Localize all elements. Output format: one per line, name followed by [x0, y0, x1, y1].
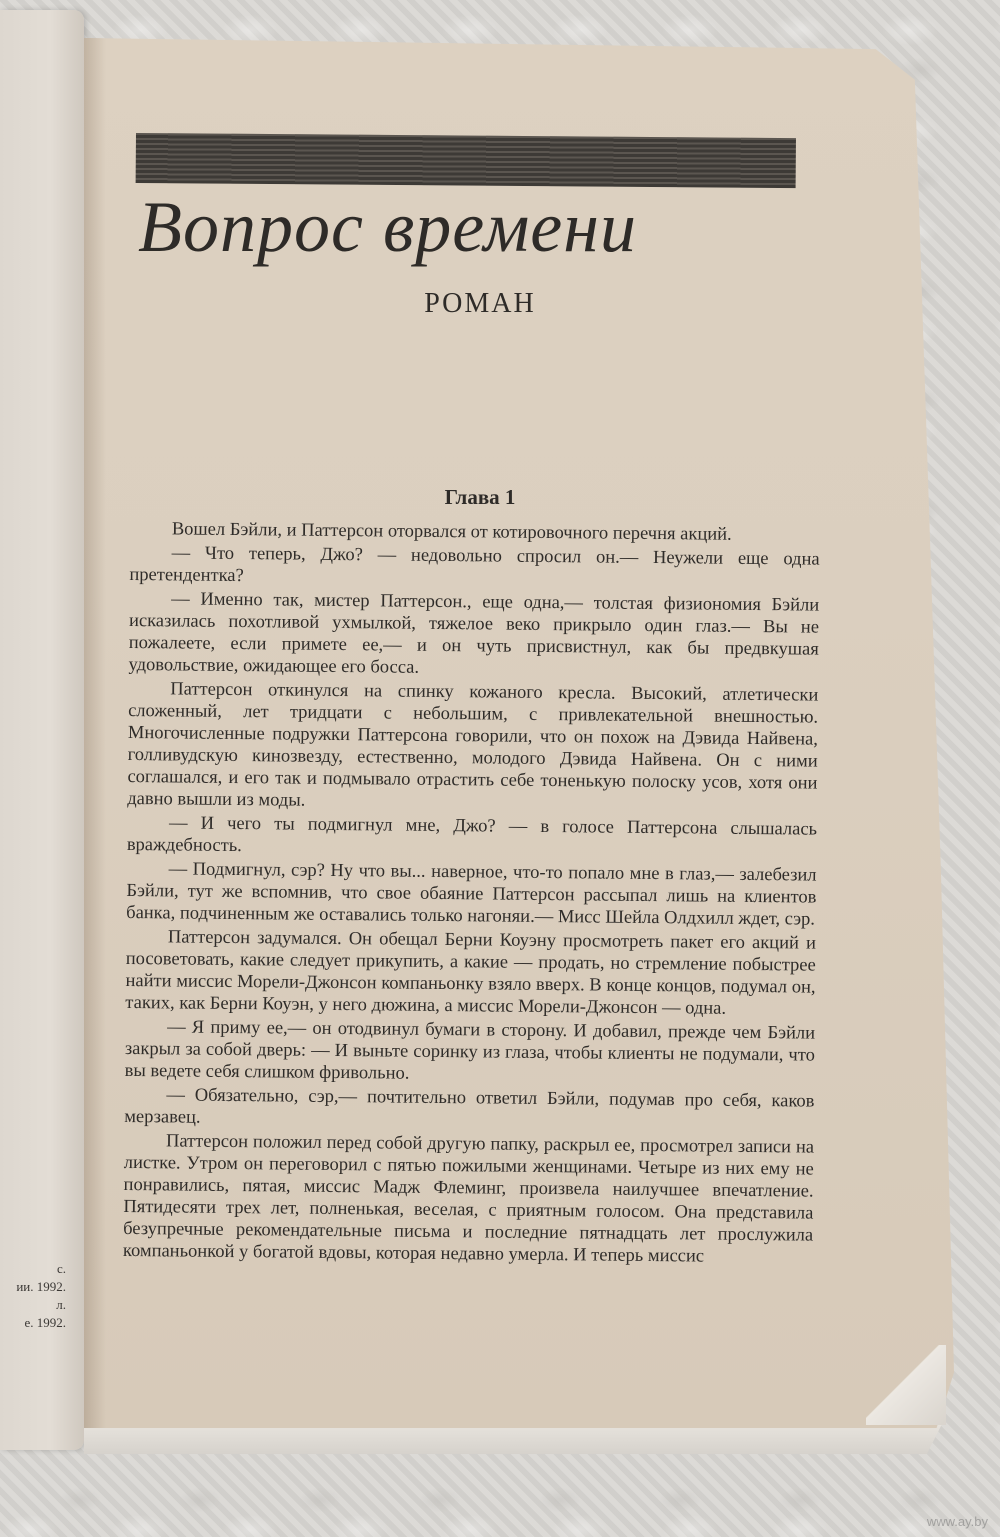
- imprint-fragment: [0, 1260, 80, 1332]
- gutter-shadow: [84, 38, 106, 1428]
- paragraph: Паттерсон положил перед собой другую папку, раскрыл ее, просмотрел записи на листке. Утром он переговорил с пятью пожилыми женщинами. Четыре из них ему не понравились, пятая, миссис Мадж Флеминг, произвела наилучшее впечатление. Пятидесяти трех лет, полненькая, веселая, с приятным голосом. Она представила безупречные рекомендательные письма и последние пятнадцать лет прослужила компаньонкой у богатой вдовы, которая недавно умерла. И теперь миссис: [122, 1131, 815, 1267]
- paragraph: — Обязательно, сэр,— почтительно ответил Бэйли, подумав про себя, каков мерзавец.: [124, 1085, 815, 1128]
- paragraph: — Что теперь, Джо? — недовольно спросил он.— Неужели еще одна претендентка?: [129, 543, 820, 587]
- book-subtitle: РОМАН: [424, 288, 536, 319]
- imprint-line: л.: [56, 1297, 66, 1312]
- paragraph: — Именно так, мистер Паттерсон., еще одна,— толстая физиономия Бэйли исказилась похотливой ухмылкой, тяжелое веко прикрыло один глаз.— Вы не пожалеете, если примете ее,— и он чуть присвистнул, как бы предвкушая удовольствие, ожидающее его босса.: [128, 589, 820, 678]
- dog-ear-corner: [866, 1345, 946, 1425]
- imprint-line: е. 1992.: [24, 1315, 66, 1330]
- paragraph: — И чего ты подмигнул мне, Джо? — в голосе Паттерсона слышалась враждебность.: [126, 813, 818, 857]
- paragraph: — Подмигнул, сэр? Ну что вы... наверное, что-то попало мне в глаз,— залебезил Бэйли, тут же вспомнив, что свое обаяние Паттерсон рассыпал лишь на клиентов банка, подчиненным же оставались только нагоняи.— Мисс Шейла Олдхилл ждет, сэр.: [126, 859, 817, 930]
- paragraph: Паттерсон откинулся на спинку кожаного кресла. Высокий, атлетически сложенный, лет тридцати с небольшим, с привлекательной внешностью. Многочисленные подружки Паттерсона говорили, что он похож на Дэвида Найвена, голливудскую кинозвезду, естественно, молодого Дэвида Найвена. Он с ними соглашался, и его так и подмывало отрастить себе тоненькую полоску усов, хотя они давно вышли из моды.: [127, 679, 819, 811]
- book-title: Вопрос времени: [138, 187, 637, 267]
- paragraph: — Я приму ее,— он отодвинул бумаги в сторону. И добавил, прежде чем Бэйли закрыл за собой дверь: — И выньте соринку из глаза, чтобы клиенты не подумали, что вы ведете себя слишком фривольно.: [124, 1017, 816, 1084]
- imprint-line: ии. 1992.: [16, 1279, 66, 1294]
- imprint-line: с.: [56, 1261, 66, 1276]
- decorative-title-bar: [136, 133, 796, 188]
- site-watermark: www.ay.by: [926, 1514, 988, 1529]
- chapter-heading: Глава 1: [444, 485, 516, 509]
- chapter-body: [123, 518, 820, 1271]
- paragraph: Паттерсон задумался. Он обещал Берни Коуэну просмотреть пакет его акций и посоветовать, какие следует прикупить, а какие — продать, но стремление побыстрее найти миссис Морели-Джонсон компаньонку взяло вверх. В конце концов, подумал он, таких, как Берни Коуэн, у него дюжина, а миссис Морели-Джонсон — одна.: [125, 927, 817, 1019]
- paragraph: Вошел Бэйли, и Паттерсон оторвался от котировочного перечня акций.: [171, 519, 732, 545]
- previous-page: [0, 10, 84, 1450]
